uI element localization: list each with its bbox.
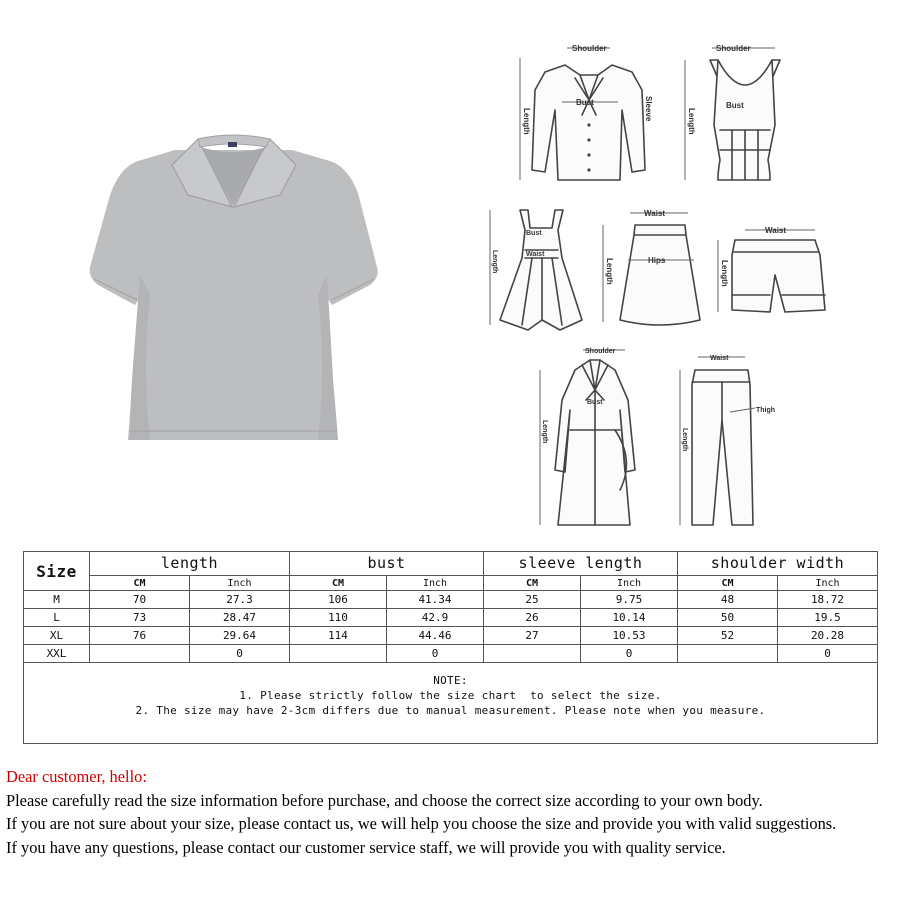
size-chart-table xyxy=(23,551,878,744)
value-cell: 50 xyxy=(678,609,778,627)
skirt-diagram-icon xyxy=(603,209,700,325)
length-label-4: Length xyxy=(605,258,614,285)
cm-header: CM xyxy=(484,576,581,591)
value-cell: 106 xyxy=(290,591,387,609)
note-line: 2. The size may have 2-3cm differs due to manual measurement. Please note when you measure. xyxy=(135,704,766,717)
table-row xyxy=(24,627,878,645)
inch-header: Inch xyxy=(190,576,290,591)
note-line: 1. Please strictly follow the size chart to select the size. xyxy=(239,689,662,702)
value-cell: 0 xyxy=(581,645,678,663)
length-label-5: Length xyxy=(720,260,729,287)
value-cell: 18.72 xyxy=(778,591,878,609)
value-cell: 41.34 xyxy=(387,591,484,609)
polo-shirt-icon xyxy=(90,135,378,440)
message-line: If you are not sure about your size, please contact us, we will help you choose the size and provide you with valid suggestions. xyxy=(6,814,837,834)
note-title: NOTE: xyxy=(433,674,468,687)
shoulder-label-2: Shoulder xyxy=(716,44,751,53)
value-cell: 76 xyxy=(90,627,190,645)
value-cell: 114 xyxy=(290,627,387,645)
thigh-label: Thigh xyxy=(756,407,776,414)
sleeve-length-group-header: sleeve length xyxy=(484,552,678,576)
value-cell: 20.28 xyxy=(778,627,878,645)
value-cell xyxy=(290,645,387,663)
length-label-7: Length xyxy=(681,428,688,452)
length-label-3: Length xyxy=(491,250,498,274)
value-cell xyxy=(90,645,190,663)
value-cell: 110 xyxy=(290,609,387,627)
bust-label: Bust xyxy=(576,98,594,107)
value-cell: 42.9 xyxy=(387,609,484,627)
value-cell xyxy=(678,645,778,663)
length-label: Length xyxy=(522,108,531,135)
value-cell: 0 xyxy=(778,645,878,663)
length-group-header: length xyxy=(90,552,290,576)
inch-header: Inch xyxy=(387,576,484,591)
value-cell: 28.47 xyxy=(190,609,290,627)
value-cell: 73 xyxy=(90,609,190,627)
value-cell: 44.46 xyxy=(387,627,484,645)
message-line: If you have any questions, please contact our customer service staff, we will provide you with quality service. xyxy=(6,837,726,857)
bust-label-6: Bust xyxy=(587,399,603,406)
size-cell: XL xyxy=(24,627,90,645)
size-cell: M xyxy=(24,591,90,609)
size-cell: L xyxy=(24,609,90,627)
table-row xyxy=(24,609,878,627)
waist-label-7: Waist xyxy=(710,355,729,362)
waist-label-4: Waist xyxy=(644,209,666,218)
size-cell: XXL xyxy=(24,645,90,663)
customer-message xyxy=(6,765,896,859)
message-line: Please carefully read the size information before purchase, and choose the correct size according to your own body. xyxy=(6,790,763,810)
greeting-text: Dear customer, hello: xyxy=(6,767,147,786)
shorts-diagram-icon xyxy=(718,226,825,312)
value-cell: 10.14 xyxy=(581,609,678,627)
bust-group-header: bust xyxy=(290,552,484,576)
length-label-2: Length xyxy=(687,108,696,135)
value-cell: 26 xyxy=(484,609,581,627)
value-cell: 29.64 xyxy=(190,627,290,645)
value-cell: 19.5 xyxy=(778,609,878,627)
value-cell: 0 xyxy=(387,645,484,663)
value-cell: 48 xyxy=(678,591,778,609)
coat-diagram-icon xyxy=(540,348,635,525)
value-cell: 52 xyxy=(678,627,778,645)
note-row xyxy=(24,663,878,744)
inch-header: Inch xyxy=(581,576,678,591)
value-cell: 27.3 xyxy=(190,591,290,609)
sleeve-label: Sleeve xyxy=(644,96,653,122)
table-row xyxy=(24,591,878,609)
garment-measurement-diagrams xyxy=(470,30,890,540)
dress-diagram-icon xyxy=(490,210,582,330)
waist-label-5: Waist xyxy=(765,226,787,235)
cm-header: CM xyxy=(90,576,190,591)
value-cell: 9.75 xyxy=(581,591,678,609)
table-row xyxy=(24,645,878,663)
cm-header: CM xyxy=(678,576,778,591)
value-cell xyxy=(484,645,581,663)
bust-label-3: Bust xyxy=(526,230,542,237)
size-note xyxy=(24,663,878,744)
value-cell: 27 xyxy=(484,627,581,645)
blouse-diagram-icon xyxy=(520,44,653,180)
waist-label-3: Waist xyxy=(526,251,545,258)
value-cell: 0 xyxy=(190,645,290,663)
shoulder-width-group-header: shoulder width xyxy=(678,552,878,576)
value-cell: 70 xyxy=(90,591,190,609)
pants-diagram-icon xyxy=(680,355,775,525)
product-shirt-image xyxy=(80,95,390,505)
hips-label: Hips xyxy=(648,256,666,265)
inch-header: Inch xyxy=(778,576,878,591)
bust-label-2: Bust xyxy=(726,101,744,110)
value-cell: 10.53 xyxy=(581,627,678,645)
length-label-6: Length xyxy=(541,420,548,444)
cm-header: CM xyxy=(290,576,387,591)
tank-top-diagram-icon xyxy=(685,44,780,180)
size-column-header: Size xyxy=(24,552,90,591)
value-cell: 25 xyxy=(484,591,581,609)
shoulder-label: Shoulder xyxy=(572,44,607,53)
shoulder-label-6: Shoulder xyxy=(585,348,616,355)
